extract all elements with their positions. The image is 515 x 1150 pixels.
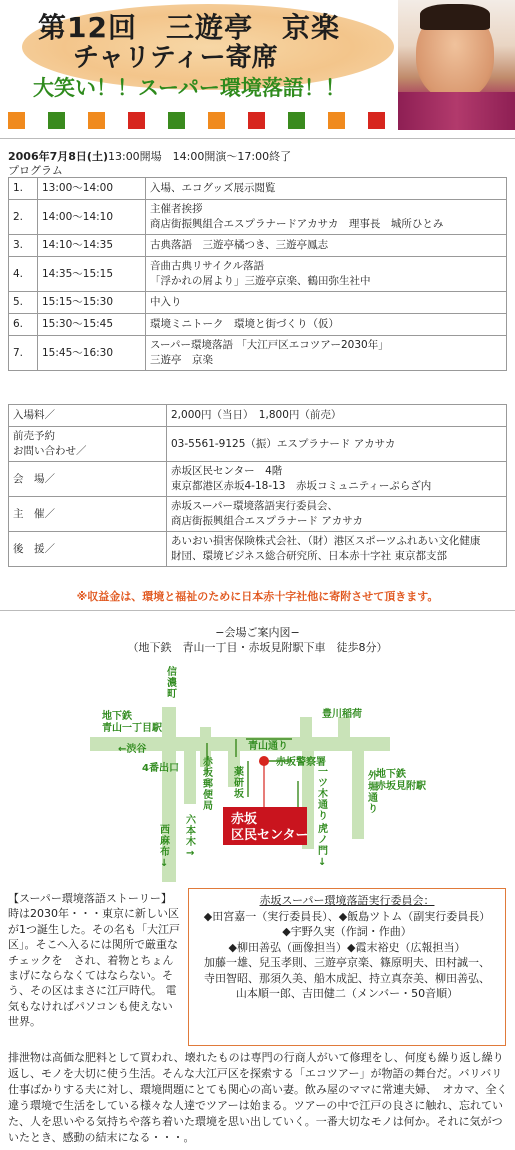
map-label-line: 便 (203, 790, 213, 801)
map-label-line: 一 (318, 767, 328, 778)
event-subtitle: チャリティー寄席 (73, 43, 278, 73)
info-row (9, 497, 507, 532)
square-orange (208, 112, 225, 129)
map-label-line: 門 (318, 846, 328, 857)
map-label-line: 西 (160, 825, 170, 836)
road-toyokawa (300, 717, 312, 743)
map-label-line: り (368, 804, 378, 815)
program-number: 1. (9, 178, 38, 200)
info-row (9, 532, 507, 567)
info-label (9, 405, 167, 427)
info-row (9, 462, 507, 497)
access-map (0, 657, 515, 882)
map-label-line: 赤 (203, 757, 213, 768)
program-number: 3. (9, 235, 38, 257)
map-label-line: 区民センター (231, 828, 309, 843)
program-time: 15:30〜15:45 (38, 314, 146, 336)
program-item-line: 音曲古典リサイクル落語 (150, 260, 265, 272)
performer-hair (420, 4, 490, 30)
program-row (9, 257, 507, 292)
divider (0, 138, 515, 139)
info-label-line: 入場料／ (13, 409, 55, 421)
map-label-line: 町 (167, 689, 177, 700)
info-label-line: 主 催／ (13, 507, 55, 520)
map-label-line: 局 (203, 801, 213, 812)
map-label-line: 濃 (167, 678, 177, 689)
program-item (146, 292, 507, 314)
info-value (167, 462, 507, 497)
map-label-line: 六 (186, 815, 196, 826)
label-shibuya (118, 742, 146, 755)
charity-note: ※収益金は、環境と福祉のために日本赤十字社他に寄附させて頂きます。 (76, 590, 439, 603)
map-label-line: 通 (368, 793, 378, 804)
program-item-line: 入場、エコグッズ展示閲覧 (150, 182, 276, 194)
square-red (128, 112, 145, 129)
info-value (167, 497, 507, 532)
road-akasaka (184, 749, 196, 804)
label-toyokawa (322, 707, 362, 720)
label-akasaka-post (203, 755, 214, 812)
program-item-line: 「浮かれの屑より」三遊亭京楽、鶴田弥生社中 (150, 275, 371, 287)
info-value (167, 427, 507, 462)
committee-members (195, 909, 499, 1002)
map-label-line: ↓ (160, 858, 169, 869)
program-row (9, 235, 507, 257)
program-number: 6. (9, 314, 38, 336)
map-label-line: 赤坂 (231, 812, 258, 827)
map-label-line: 4番出口 (142, 763, 179, 774)
info-label-line: 会 場／ (13, 472, 55, 485)
map-subcaption: （地下鉄 青山一丁目・赤坂見附駅下車 徒歩8分） (127, 641, 388, 654)
map-label-line: 麻 (160, 836, 170, 847)
info-label (9, 462, 167, 497)
map-label-line: 研 (234, 778, 244, 789)
program-table (8, 177, 507, 371)
map-label-line: 地下鉄 (376, 769, 406, 780)
map-label-line: 赤坂警察署 (276, 757, 326, 768)
program-item (146, 336, 507, 371)
program-number: 5. (9, 292, 38, 314)
map-label-line: ←渋谷 (118, 744, 147, 755)
program-label: プログラム (8, 164, 63, 177)
committee-member-line: 山本順一郎、吉田健二（メンバー・50音順） (235, 987, 459, 1000)
committee-member-line: ◆田宮嘉一（実行委員長）、◆飯島ツトム（副実行委員長） (203, 909, 491, 923)
map-label-line: ↓ (318, 857, 327, 868)
venue-marker (259, 756, 269, 766)
story-title: 【スーパー環境落語ストーリー】 (8, 892, 172, 905)
performer-robe (398, 92, 515, 130)
program-item-line: スーパー環境落語 「大江戸区エコツアー2030年」 (150, 339, 389, 351)
info-label (9, 497, 167, 532)
info-value-line: 2,000円（当日） 1,800円（前売） (171, 409, 342, 421)
map-label-line: 青山一丁目駅 (102, 723, 162, 734)
map-label-line: 外 (368, 771, 378, 782)
map-label-line: ツ (318, 778, 328, 789)
map-label-line: 通 (318, 800, 328, 811)
story-body: 排泄物は高価な肥料として買われ、壊れたものは専門の行商人がいて修理をし、何度も繰り返し繰り返し、モノを大切に使う生活。そんな大江戸区を探索する「エコツアー」が物語の舞台だ。バリバリ仕事ばかりする夫に対し、環境問題にとても関心の高い妻。飲み屋のママに常連夫婦、 オカマ、全く違う環境で生活をしている様々な人達でツアーは始まる。ツアーの中で江戸の良さに触れ、忘れていた、人を思いやる気持ちや落ち着いた環境を思い出していく。一番大切なモノは何か。それに気がついたとき、感動の結末になる・・・。 (8, 1051, 508, 1144)
committee-title: 赤坂スーパー環境落語実行委員会： (259, 894, 435, 907)
label-sotobori (368, 769, 379, 815)
program-time: 14:35〜15:15 (38, 257, 146, 292)
map-label-line: ノ (318, 835, 328, 846)
program-item-line: 中入り (150, 296, 182, 308)
program-item (146, 314, 507, 336)
committee-member-line: ◆宇野久実（作詞・作曲） (282, 925, 412, 938)
square-orange (88, 112, 105, 129)
performer-photo (398, 0, 515, 130)
committee-member-line: ◆柳田善弘（画像担当）◆霞末裕史（広報担当） (228, 940, 466, 954)
program-time: 15:15〜15:30 (38, 292, 146, 314)
program-row (9, 336, 507, 371)
program-time: 13:00〜14:00 (38, 178, 146, 200)
info-value (167, 532, 507, 567)
square-orange (328, 112, 345, 129)
label-hitotsugi (318, 767, 328, 822)
map-label-line: 青山通り (248, 741, 288, 752)
label-shinanomachi (167, 665, 177, 700)
map-caption: −会場ご案内図− (215, 626, 300, 639)
square-red (368, 112, 385, 129)
map-label-line: 赤坂見附駅 (376, 781, 426, 792)
program-item (146, 257, 507, 292)
square-green (168, 112, 185, 129)
square-red (248, 112, 265, 129)
info-label (9, 532, 167, 567)
road-extra (338, 717, 350, 743)
program-item-line: 商店街振興組合エスプラナードアカサカ 理事長 城所ひとみ (150, 218, 444, 230)
label-aoyama1 (102, 709, 162, 734)
decorative-squares (8, 112, 393, 130)
map-label-line: 木 (186, 837, 196, 848)
info-row (9, 427, 507, 462)
info-value-line: 03-5561-9125（振）エスプラナード アカサカ (171, 437, 396, 450)
committee-member-line: 寺田智昭、那須久美、船木成記、持立真奈美、柳田善弘、 (204, 971, 490, 985)
map-label-line: 布 (160, 847, 170, 858)
story-text: 時は2030年・・・東京に新しい区が1つ誕生した。その名も「大江戸区」。そこへ入るには関所で厳重なチェックを され、着物とちょんまげにならなくてはならない。そう、その区はまさに江戸時代。 電気もなければパソコンも使えない世界。 (8, 907, 180, 1029)
program-item-line: 環境ミニトーク 環境と街づくり（仮） (150, 318, 339, 330)
story-section (8, 891, 180, 1030)
info-label (9, 427, 167, 462)
info-value (167, 405, 507, 427)
info-row (9, 405, 507, 427)
program-time: 14:00〜14:10 (38, 200, 146, 235)
program-item (146, 178, 507, 200)
info-label-line: 前売予約 (13, 430, 55, 442)
map-label-line: 坂 (203, 768, 213, 779)
road-sotobori (352, 749, 364, 839)
info-table (8, 404, 507, 567)
committee-member-line: 加藤一雄、兒玉孝則、三遊亭京楽、篠原明夫、田村誠一、 (204, 956, 490, 969)
label-aoyama-dori (248, 739, 288, 752)
program-row (9, 292, 507, 314)
info-label-line: お問い合わせ／ (13, 445, 87, 457)
program-item-line: 主催者挨拶 (150, 203, 203, 215)
info-value-line: 赤坂区民センター 4階 (171, 465, 283, 477)
map-label-line: 信 (167, 667, 177, 678)
info-value-line: 赤坂スーパー環境落語実行委員会、 (171, 500, 338, 512)
map-label-line: 地下鉄 (102, 711, 132, 722)
program-number: 4. (9, 257, 38, 292)
map-label-line: り (318, 811, 328, 822)
program-row (9, 178, 507, 200)
program-row (9, 314, 507, 336)
label-yakuen (234, 765, 244, 800)
map-label-line: 坂 (234, 789, 244, 800)
map-label-line: 豊川稲荷 (322, 709, 362, 720)
map-label-line: 薬 (234, 767, 244, 778)
committee-box (188, 888, 506, 1046)
program-item (146, 200, 507, 235)
label-akasaka-mitsuke (376, 767, 426, 792)
program-item-line: 古典落語 三遊亭橘つき、三遊亭鳳志 (150, 239, 329, 251)
map-label-line: 郵 (203, 779, 213, 790)
event-tagline: 大笑い！！スーパー環境落語！！ (33, 76, 346, 100)
map-label-line: 虎 (318, 824, 328, 835)
info-value-line: 商店街振興組合エスプラナード アカサカ (171, 515, 364, 527)
divider (0, 610, 515, 611)
square-green (48, 112, 65, 129)
label-roppongi (186, 813, 197, 859)
info-label-line: 後 援／ (13, 542, 55, 555)
map-label-line: 木 (318, 789, 328, 800)
info-value-line: 東京都港区赤坂4-18-13 赤坂コミュニティーぷらざ内 (171, 480, 432, 492)
square-green (288, 112, 305, 129)
info-value-line: 財団、環境ビジネス総合研究所、日本赤十字社 東京都支部 (171, 550, 448, 562)
program-time: 15:45〜16:30 (38, 336, 146, 371)
program-number: 2. (9, 200, 38, 235)
program-item-line: 三遊亭 京楽 (150, 354, 213, 366)
program-row (9, 200, 507, 235)
event-date-day: 2006年7月8日(土) (8, 150, 108, 163)
program-time: 14:10〜14:35 (38, 235, 146, 257)
program-number: 7. (9, 336, 38, 371)
event-time: 13:00開場 14:00開演〜17:00終了 (107, 150, 292, 163)
label-toranomon (318, 822, 328, 868)
event-title: 第12回 三遊亭 京楽 (38, 11, 340, 44)
map-label-line: 本 (186, 826, 196, 837)
program-item (146, 235, 507, 257)
info-value-line: あいおい損害保険株式会社、（財）港区スポーツふれあい文化健康 (171, 535, 481, 547)
label-exit4 (142, 761, 179, 774)
map-label-line: 堀 (368, 782, 378, 793)
square-orange (8, 112, 25, 129)
map-label-line: → (186, 848, 195, 859)
